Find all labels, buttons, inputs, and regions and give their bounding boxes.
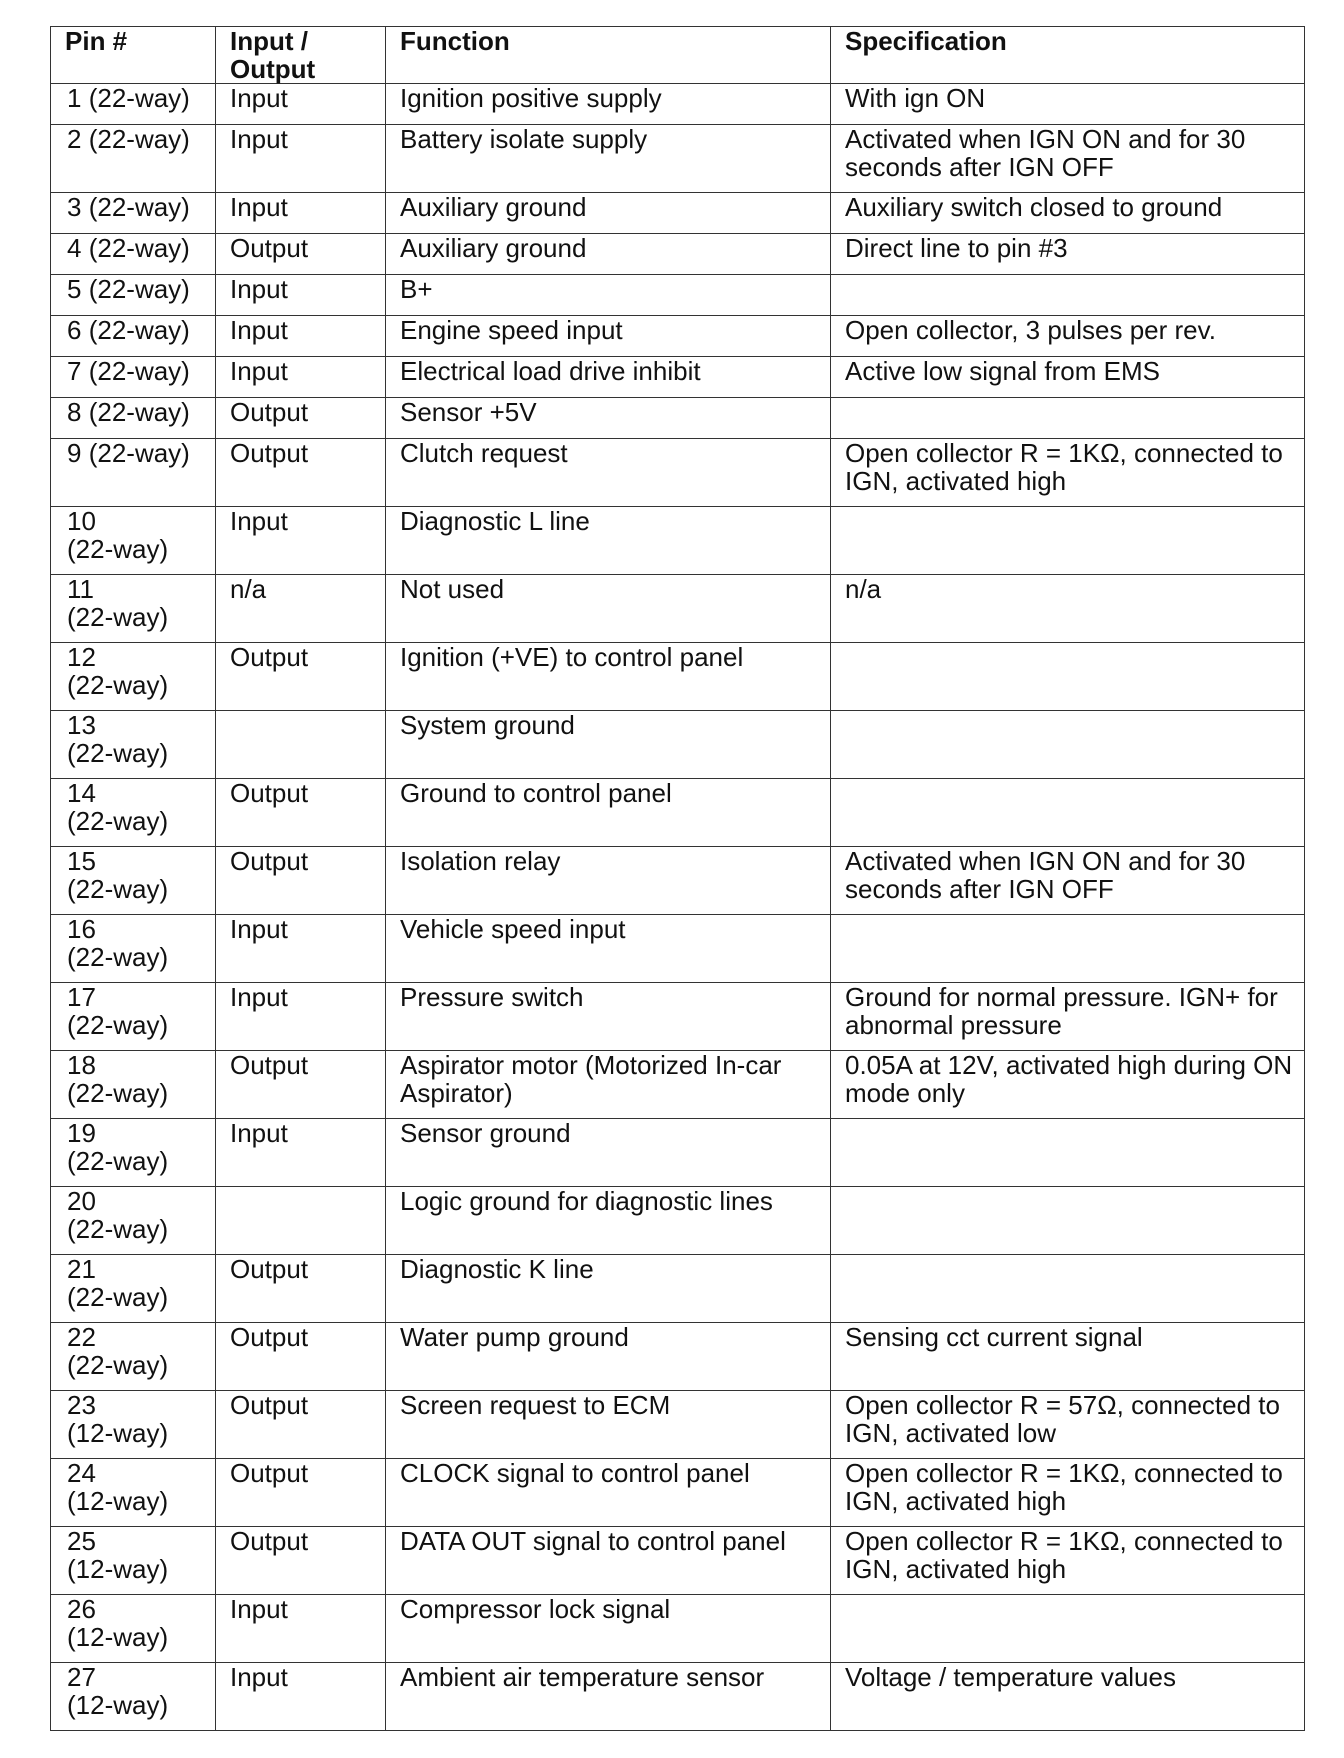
cell-pin (51, 1595, 216, 1663)
table-row (51, 1187, 1305, 1255)
table-row (51, 507, 1305, 575)
cell-function: Ground to control panel (386, 779, 831, 847)
cell-input-output: Output (216, 643, 386, 711)
pin-number: 12 (67, 642, 96, 672)
cell-specification: Ground for normal pressure. IGN+ for abnormal pressure (831, 983, 1305, 1051)
cell-pin (51, 1663, 216, 1731)
cell-input-output: Output (216, 1391, 386, 1459)
pin-number: 15 (67, 846, 96, 876)
cell-pin (51, 193, 216, 234)
cell-input-output: Output (216, 398, 386, 439)
cell-pin (51, 275, 216, 316)
cell-input-output: Input (216, 84, 386, 125)
connector-type: (22-way) (67, 1010, 169, 1040)
connector-type: (12-way) (67, 1690, 169, 1720)
header-pin-label: Pin # (65, 26, 128, 56)
cell-function: Logic ground for diagnostic lines (386, 1187, 831, 1255)
cell-pin (51, 983, 216, 1051)
cell-specification: Open collector R = 1KΩ, connected to IGN, activated high (831, 1527, 1305, 1595)
cell-specification: Open collector R = 57Ω, connected to IGN, activated low (831, 1391, 1305, 1459)
table-body (51, 84, 1305, 1731)
cell-input-output: Input (216, 507, 386, 575)
cell-pin (51, 316, 216, 357)
cell-pin (51, 1187, 216, 1255)
cell-function: Isolation relay (386, 847, 831, 915)
table-row (51, 1391, 1305, 1459)
pin-number: 7 (67, 356, 82, 386)
pin-number: 13 (67, 710, 96, 740)
connector-type: (12-way) (67, 1554, 169, 1584)
connector-type: (12-way) (67, 1486, 169, 1516)
cell-function: Clutch request (386, 439, 831, 507)
pin-number: 8 (67, 397, 82, 427)
pin-number: 4 (67, 233, 82, 263)
pin-number: 26 (67, 1594, 96, 1624)
cell-input-output: Output (216, 1323, 386, 1391)
table-row (51, 779, 1305, 847)
connector-type: (22-way) (67, 534, 169, 564)
cell-pin (51, 125, 216, 193)
cell-pin (51, 507, 216, 575)
cell-input-output: Input (216, 275, 386, 316)
header-specification (831, 27, 1305, 84)
pin-number: 23 (67, 1390, 96, 1420)
connector-type: (22-way) (67, 1350, 169, 1380)
connector-type: (22-way) (88, 315, 190, 345)
table-row (51, 193, 1305, 234)
table-row (51, 234, 1305, 275)
connector-type: (22-way) (88, 274, 190, 304)
cell-function: Diagnostic K line (386, 1255, 831, 1323)
cell-specification: 0.05A at 12V, activated high during ON mode only (831, 1051, 1305, 1119)
cell-pin (51, 1459, 216, 1527)
cell-pin (51, 84, 216, 125)
table-row (51, 643, 1305, 711)
header-io-line2: Output (230, 54, 316, 84)
cell-pin (51, 643, 216, 711)
cell-specification (831, 1187, 1305, 1255)
header-input-output (216, 27, 386, 84)
connector-type: (22-way) (88, 83, 190, 113)
cell-function: System ground (386, 711, 831, 779)
cell-function: Vehicle speed input (386, 915, 831, 983)
cell-specification (831, 507, 1305, 575)
cell-input-output: Input (216, 1663, 386, 1731)
cell-specification (831, 1255, 1305, 1323)
cell-function: Aspirator motor (Motorized In-car Aspirator) (386, 1051, 831, 1119)
cell-specification: Auxiliary switch closed to ground (831, 193, 1305, 234)
cell-specification (831, 398, 1305, 439)
table-row (51, 439, 1305, 507)
table-row (51, 575, 1305, 643)
header-function-label: Function (400, 26, 510, 56)
cell-pin (51, 1255, 216, 1323)
cell-input-output: Input (216, 193, 386, 234)
pin-number: 3 (67, 192, 82, 222)
pin-number: 17 (67, 982, 96, 1012)
cell-pin (51, 234, 216, 275)
connector-type: (22-way) (67, 874, 169, 904)
connector-type: (22-way) (67, 806, 169, 836)
pin-number: 27 (67, 1662, 96, 1692)
pin-number: 19 (67, 1118, 96, 1148)
table-row (51, 1051, 1305, 1119)
cell-input-output: Input (216, 915, 386, 983)
cell-pin (51, 711, 216, 779)
cell-specification: Open collector R = 1KΩ, connected to IGN, activated high (831, 439, 1305, 507)
cell-specification (831, 711, 1305, 779)
cell-input-output: Input (216, 1119, 386, 1187)
cell-function: Compressor lock signal (386, 1595, 831, 1663)
cell-specification (831, 779, 1305, 847)
cell-input-output: Output (216, 1051, 386, 1119)
table-row (51, 1459, 1305, 1527)
table-row (51, 357, 1305, 398)
cell-pin (51, 1323, 216, 1391)
cell-pin (51, 398, 216, 439)
connector-type: (22-way) (88, 356, 190, 386)
connector-type: (22-way) (67, 1214, 169, 1244)
cell-input-output: Output (216, 439, 386, 507)
table-row (51, 316, 1305, 357)
cell-pin (51, 847, 216, 915)
pin-number: 22 (67, 1322, 96, 1352)
pin-table-container (50, 26, 1304, 1731)
cell-input-output: Output (216, 779, 386, 847)
pin-number: 24 (67, 1458, 96, 1488)
cell-pin (51, 357, 216, 398)
pin-number: 11 (67, 574, 94, 604)
table-row (51, 1527, 1305, 1595)
cell-function: Auxiliary ground (386, 193, 831, 234)
cell-function: Ignition positive supply (386, 84, 831, 125)
connector-type: (22-way) (67, 1078, 169, 1108)
cell-input-output: Input (216, 357, 386, 398)
cell-function: Ignition (+VE) to control panel (386, 643, 831, 711)
cell-pin (51, 1119, 216, 1187)
header-function (386, 27, 831, 84)
cell-pin (51, 1391, 216, 1459)
connector-type: (22-way) (88, 192, 190, 222)
connector-type: (12-way) (67, 1418, 169, 1448)
cell-input-output (216, 711, 386, 779)
table-row (51, 84, 1305, 125)
connector-type: (22-way) (88, 438, 190, 468)
cell-specification: Activated when IGN ON and for 30 seconds after IGN OFF (831, 847, 1305, 915)
connector-type: (22-way) (67, 602, 169, 632)
cell-function: Pressure switch (386, 983, 831, 1051)
cell-pin (51, 1051, 216, 1119)
cell-specification: Voltage / temperature values (831, 1663, 1305, 1731)
cell-pin (51, 439, 216, 507)
pin-number: 6 (67, 315, 82, 345)
table-row (51, 275, 1305, 316)
cell-specification: n/a (831, 575, 1305, 643)
header-io-line1: Input / (230, 26, 308, 56)
connector-type: (22-way) (67, 1282, 169, 1312)
cell-input-output: Output (216, 234, 386, 275)
cell-function: CLOCK signal to control panel (386, 1459, 831, 1527)
cell-specification: Activated when IGN ON and for 30 seconds after IGN OFF (831, 125, 1305, 193)
cell-input-output: Output (216, 1255, 386, 1323)
cell-specification (831, 275, 1305, 316)
cell-function: Not used (386, 575, 831, 643)
cell-specification: Open collector R = 1KΩ, connected to IGN, activated high (831, 1459, 1305, 1527)
cell-input-output: Output (216, 1459, 386, 1527)
cell-function: Sensor ground (386, 1119, 831, 1187)
cell-input-output (216, 1187, 386, 1255)
connector-type: (22-way) (88, 233, 190, 263)
cell-pin (51, 1527, 216, 1595)
cell-pin (51, 779, 216, 847)
table-row (51, 398, 1305, 439)
cell-input-output: Output (216, 1527, 386, 1595)
table-row (51, 711, 1305, 779)
cell-specification (831, 1595, 1305, 1663)
cell-input-output: Output (216, 847, 386, 915)
pin-number: 25 (67, 1526, 96, 1556)
cell-input-output: n/a (216, 575, 386, 643)
cell-function: B+ (386, 275, 831, 316)
cell-input-output: Input (216, 125, 386, 193)
pin-number: 20 (67, 1186, 96, 1216)
table-row (51, 1663, 1305, 1731)
cell-input-output: Input (216, 983, 386, 1051)
cell-specification (831, 643, 1305, 711)
pin-number: 16 (67, 914, 96, 944)
cell-specification: Open collector, 3 pulses per rev. (831, 316, 1305, 357)
table-row (51, 847, 1305, 915)
pin-number: 1 (67, 83, 82, 113)
table-row (51, 1595, 1305, 1663)
cell-function: Diagnostic L line (386, 507, 831, 575)
cell-specification: Sensing cct current signal (831, 1323, 1305, 1391)
pin-assignment-table (50, 26, 1305, 1731)
cell-input-output: Input (216, 1595, 386, 1663)
table-header-row (51, 27, 1305, 84)
cell-specification: Active low signal from EMS (831, 357, 1305, 398)
cell-specification (831, 915, 1305, 983)
connector-type: (22-way) (88, 124, 190, 154)
pin-number: 5 (67, 274, 82, 304)
connector-type: (22-way) (67, 942, 169, 972)
cell-specification: Direct line to pin #3 (831, 234, 1305, 275)
table-row (51, 915, 1305, 983)
cell-pin (51, 575, 216, 643)
cell-function: Screen request to ECM (386, 1391, 831, 1459)
cell-function: Water pump ground (386, 1323, 831, 1391)
cell-function: Electrical load drive inhibit (386, 357, 831, 398)
pin-number: 2 (67, 124, 82, 154)
cell-function: Auxiliary ground (386, 234, 831, 275)
pin-number: 14 (67, 778, 96, 808)
header-specification-label: Specification (845, 26, 1007, 56)
cell-function: Sensor +5V (386, 398, 831, 439)
connector-type: (22-way) (67, 738, 169, 768)
cell-pin (51, 915, 216, 983)
pin-number: 18 (67, 1050, 96, 1080)
cell-function: Battery isolate supply (386, 125, 831, 193)
pin-number: 10 (67, 506, 96, 536)
pin-number: 9 (67, 438, 82, 468)
cell-function: Engine speed input (386, 316, 831, 357)
header-pin (51, 27, 216, 84)
connector-type: (12-way) (67, 1622, 169, 1652)
table-row (51, 125, 1305, 193)
table-row (51, 1255, 1305, 1323)
cell-specification (831, 1119, 1305, 1187)
table-row (51, 1119, 1305, 1187)
cell-specification: With ign ON (831, 84, 1305, 125)
connector-type: (22-way) (67, 670, 169, 700)
table-row (51, 983, 1305, 1051)
pin-number: 21 (67, 1254, 96, 1284)
cell-input-output: Input (216, 316, 386, 357)
cell-function: Ambient air temperature sensor (386, 1663, 831, 1731)
table-row (51, 1323, 1305, 1391)
connector-type: (22-way) (88, 397, 190, 427)
cell-function: DATA OUT signal to control panel (386, 1527, 831, 1595)
connector-type: (22-way) (67, 1146, 169, 1176)
